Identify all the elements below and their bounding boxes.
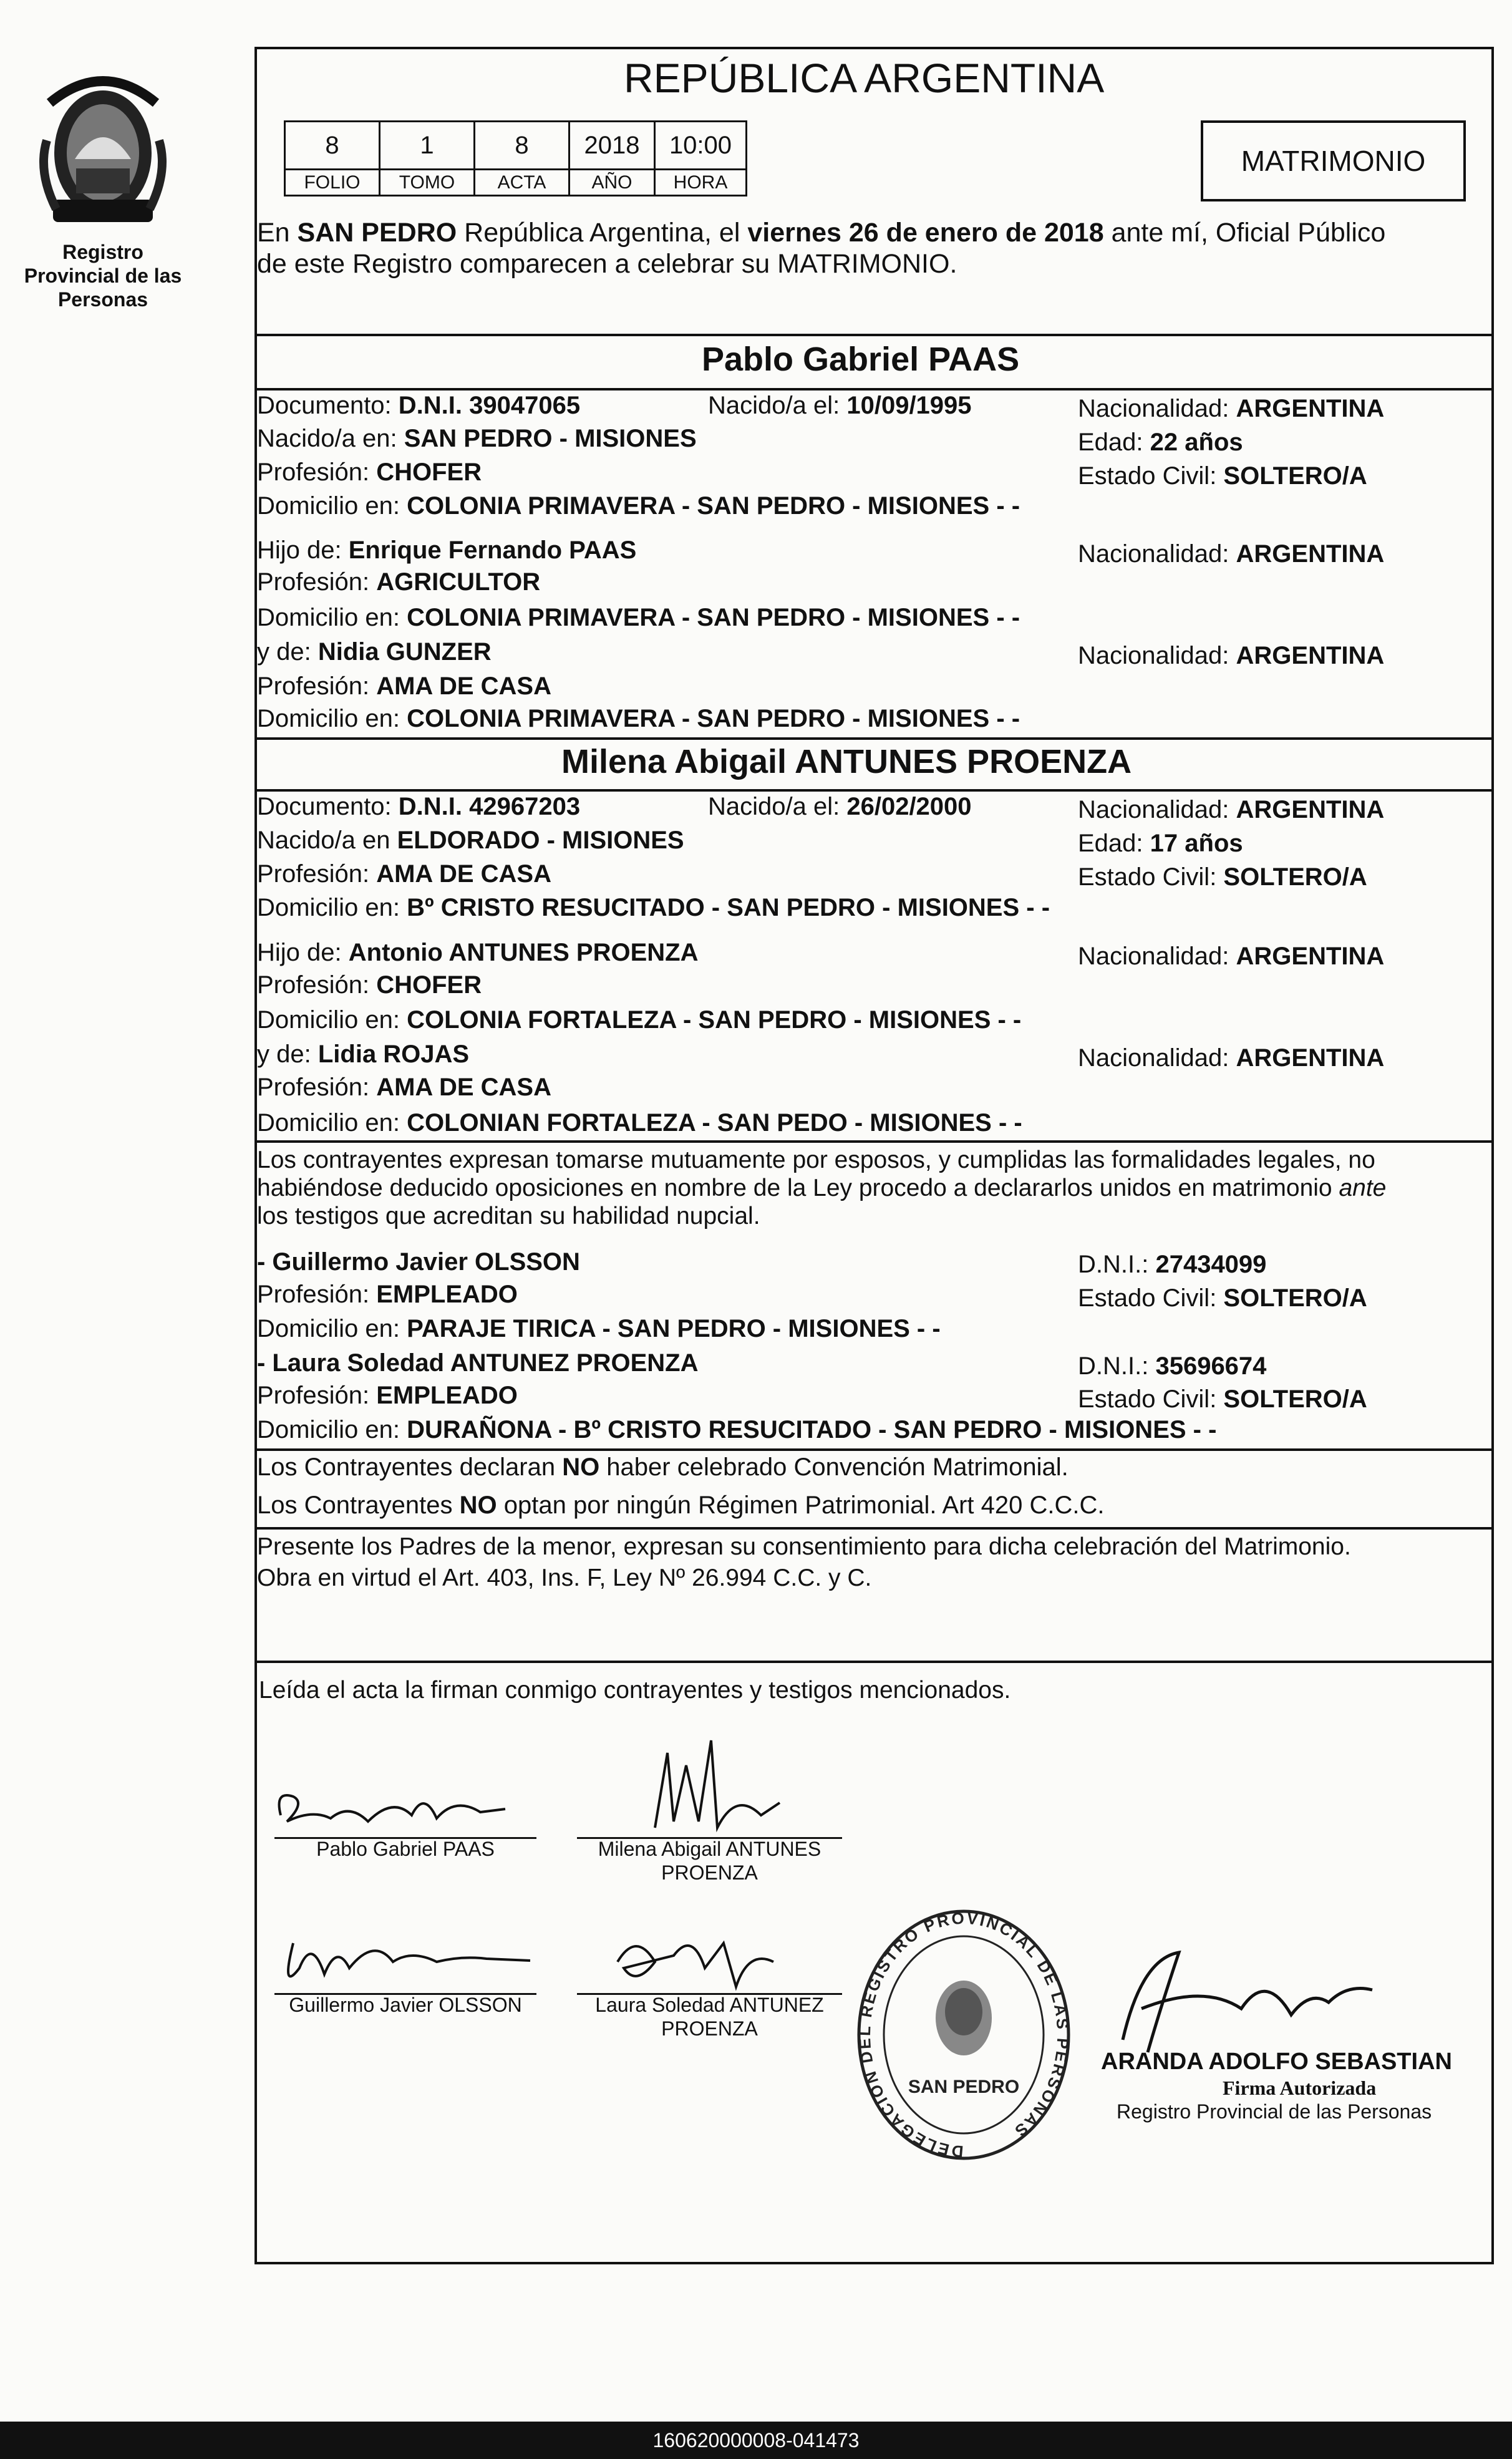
divider-parents-consent (256, 1527, 1494, 1530)
witness2-profession: Profesión: EMPLEADO (257, 1382, 518, 1409)
official-seal (855, 1906, 1073, 2168)
witness1-name: - Guillermo Javier OLSSON (257, 1248, 580, 1276)
signature-name-2: Milena Abigail ANTUNES PROENZA (598, 1838, 821, 1884)
spouse1-name: Pablo Gabriel PAAS (702, 341, 1020, 378)
spouse1-birth-place: Nacido/a en: SAN PEDRO - MISIONES (257, 425, 697, 452)
spouse2-age: Edad: 17 años (1078, 830, 1243, 857)
spouse1-mother-address: Domicilio en: COLONIA PRIMAVERA - SAN PEDRO - MISIONES - - (257, 705, 1020, 732)
spouse2-address: Domicilio en: Bº CRISTO RESUCITADO - SAN PEDRO - MISIONES - - (257, 894, 1050, 921)
declaration-line-1: Los contrayentes expresan tomarse mutuamente por esposos, y cumplidas las formalidades legales, no (257, 1147, 1375, 1173)
signature-name-4: Laura Soledad ANTUNEZ PROENZA (595, 1994, 824, 2040)
witness2-address: Domicilio en: DURAÑONA - Bº CRISTO RESUCITADO - SAN PEDRO - MISIONES - - (257, 1416, 1217, 1443)
witness1-dni: D.N.I.: 27434099 (1078, 1251, 1267, 1278)
spouse2-mother-profession: Profesión: AMA DE CASA (257, 1074, 551, 1101)
spouse1-mother: y de: Nidia GUNZER (257, 638, 492, 666)
misiones-coat-of-arms-logo (37, 65, 168, 234)
spouse1-address: Domicilio en: COLONIA PRIMAVERA - SAN PEDRO - MISIONES - - (257, 492, 1020, 520)
signature-guillermo (274, 1924, 536, 1996)
spouse2-document: Documento: D.N.I. 42967203 (257, 793, 581, 820)
closing-statement: Leída el acta la firman conmigo contrayentes y testigos mencionados. (259, 1677, 1011, 1704)
witness1-address: Domicilio en: PARAJE TIRICA - SAN PEDRO - MISIONES - - (257, 1315, 941, 1342)
country-title: REPÚBLICA ARGENTINA (624, 55, 1105, 101)
divider-signatures (256, 1661, 1494, 1663)
spouse2-name: Milena Abigail ANTUNES PROENZA (561, 743, 1132, 780)
tomo-value: 1 (379, 120, 475, 170)
folio-value: 8 (284, 120, 380, 170)
anio-label: AÑO (568, 168, 656, 196)
spouse2-nationality: Nacionalidad: ARGENTINA (1078, 796, 1385, 823)
spouse1-mother-nationality: Nacionalidad: ARGENTINA (1078, 642, 1385, 669)
spouse1-profession: Profesión: CHOFER (257, 458, 482, 486)
official-name: ARANDA ADOLFO SEBASTIAN (1101, 2049, 1452, 2075)
signature-name-1: Pablo Gabriel PAAS (316, 1838, 495, 1860)
witness2-dni: D.N.I.: 35696674 (1078, 1352, 1267, 1380)
parents-consent-line-2: Obra en virtud el Art. 403, Ins. F, Ley Nº 26.994 C.C. y C. (257, 1564, 872, 1591)
spouse1-father-nationality: Nacionalidad: ARGENTINA (1078, 540, 1385, 568)
spouse2-father-nationality: Nacionalidad: ARGENTINA (1078, 943, 1385, 970)
spouse2-civil-status: Estado Civil: SOLTERO/A (1078, 863, 1367, 891)
frame-right (1491, 47, 1494, 2264)
seal-ring-text: DELEGACION DEL REGISTRO PROVINCIAL DE LAS PERSONAS (855, 1908, 1073, 2161)
spouse1-father-profession: Profesión: AGRICULTOR (257, 568, 541, 596)
footer-code: 160620000008-041473 (652, 2429, 860, 2452)
registry-label: Registro Provincial de las Personas (24, 241, 182, 311)
signature-milena (630, 1728, 792, 1840)
divider-intro (256, 334, 1494, 336)
declaration-line-2: habiéndose deducido oposiciones en nombre de la Ley procedo a declararlos unidos en matrimonio ante (257, 1175, 1387, 1201)
spouse1-mother-profession: Profesión: AMA DE CASA (257, 672, 551, 700)
spouse2-father: Hijo de: Antonio ANTUNES PROENZA (257, 939, 699, 966)
act-type-box: MATRIMONIO (1201, 120, 1466, 201)
hora-value: 10:00 (654, 120, 747, 170)
witness1-civil-status: Estado Civil: SOLTERO/A (1078, 1284, 1367, 1312)
intro-line-1: En SAN PEDRO República Argentina, el viernes 26 de enero de 2018 ante mí, Oficial Público (257, 218, 1386, 248)
witness2-civil-status: Estado Civil: SOLTERO/A (1078, 1385, 1367, 1413)
official-title: Firma Autorizada (1223, 2077, 1377, 2099)
hora-label: HORA (654, 168, 747, 196)
spouse2-father-address: Domicilio en: COLONIA FORTALEZA - SAN PEDRO - MISIONES - - (257, 1006, 1022, 1034)
seal-bottom-text: SAN PEDRO (908, 2077, 1020, 2097)
signature-pablo (268, 1772, 518, 1840)
regime-statement: Los Contrayentes NO optan por ningún Régimen Patrimonial. Art 420 C.C.C. (257, 1491, 1105, 1519)
signature-laura (599, 1924, 786, 1996)
spouse2-mother: y de: Lidia ROJAS (257, 1040, 470, 1068)
spouse1-father-address: Domicilio en: COLONIA PRIMAVERA - SAN PEDRO - MISIONES - - (257, 604, 1020, 631)
spouse1-civil-status: Estado Civil: SOLTERO/A (1078, 462, 1367, 490)
spouse1-nationality: Nacionalidad: ARGENTINA (1078, 395, 1385, 422)
acta-label: ACTA (473, 168, 570, 196)
spouse2-profession: Profesión: AMA DE CASA (257, 860, 551, 888)
divider-declaration (256, 1140, 1494, 1143)
frame-top (256, 47, 1494, 49)
spouse1-age: Edad: 22 años (1078, 429, 1243, 456)
witness2-name: - Laura Soledad ANTUNEZ PROENZA (257, 1349, 699, 1377)
spouse2-mother-address: Domicilio en: COLONIAN FORTALEZA - SAN PEDO - MISIONES - - (257, 1109, 1022, 1137)
acta-value: 8 (473, 120, 570, 170)
spouse2-father-profession: Profesión: CHOFER (257, 971, 482, 999)
parents-consent-line-1: Presente los Padres de la menor, expresan su consentimiento para dicha celebración del Matrimonio. (257, 1533, 1351, 1560)
official-org: Registro Provincial de las Personas (1117, 2100, 1432, 2123)
frame-bottom (256, 2262, 1494, 2264)
spouse1-father: Hijo de: Enrique Fernando PAAS (257, 536, 637, 564)
spouse1-document: Documento: D.N.I. 39047065 (257, 392, 581, 419)
declaration-line-3: los testigos que acreditan su habilidad nupcial. (257, 1203, 760, 1230)
anio-value: 2018 (568, 120, 656, 170)
spouse2-mother-nationality: Nacionalidad: ARGENTINA (1078, 1044, 1385, 1072)
convention-statement: Los Contrayentes declaran NO haber celebrado Convención Matrimonial. (257, 1453, 1069, 1481)
witness1-profession: Profesión: EMPLEADO (257, 1281, 518, 1308)
spouse2-birth-date: Nacido/a el: 26/02/2000 (708, 793, 972, 820)
spouse1-birth-date: Nacido/a el: 10/09/1995 (708, 392, 972, 419)
intro-line-2: de este Registro comparecen a celebrar su MATRIMONIO. (257, 249, 957, 279)
divider-spouse2 (256, 737, 1494, 740)
signature-name-3: Guillermo Javier OLSSON (289, 1994, 522, 2016)
divider-convention (256, 1448, 1494, 1451)
spouse2-birth-place: Nacido/a en ELDORADO - MISIONES (257, 827, 684, 854)
folio-label: FOLIO (284, 168, 380, 196)
tomo-label: TOMO (379, 168, 475, 196)
